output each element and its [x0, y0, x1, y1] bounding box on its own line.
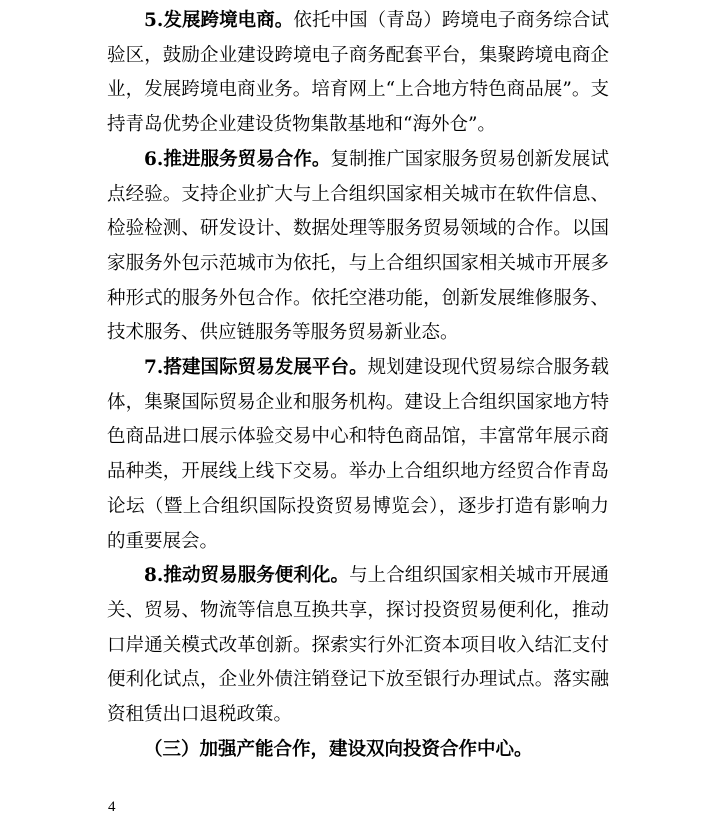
page-number: 4	[108, 799, 116, 815]
paragraph-6-heading: 6.推进服务贸易合作。	[144, 148, 331, 170]
paragraph-5-heading: 5.发展跨境电商。	[144, 10, 294, 31]
paragraph-6-body: 复制推广国家服务贸易创新发展试点经验。支持企业扩大与上合组织国家相关城市在软件信息、检验检测、研发设计、数据处理等服务贸易领域的合作。以国家服务外包示范城市为依托，与上合组织国家相关城市开展多种形式的服务外包合作。依托空港功能，创新发展维修服务、技术服务、供应链服务等服务贸易新业态。	[107, 148, 609, 344]
document-page	[107, 4, 609, 767]
paragraph-6	[107, 143, 609, 351]
paragraph-8-heading: 8.推动贸易服务便利化。	[144, 565, 350, 587]
paragraph-7-body: 规划建设现代贸易综合服务载体，集聚国际贸易企业和服务机构。建设上合组织国家地方特色商品进口展示体验交易中心和特色商品馆，丰富常年展示商品种类，开展线上线下交易。举办上合组织地方经贸合作青岛论坛（暨上合组织国际投资贸易博览会），逐步打造有影响力的重要展会。	[107, 357, 609, 552]
section-heading: （三）加强产能合作，建设双向投资合作中心。	[144, 738, 533, 760]
paragraph-5	[107, 4, 609, 143]
paragraph-8-body: 与上合组织国家相关城市开展通关、贸易、物流等信息互换共享，探讨投资贸易便利化，推动口岸通关模式改革创新。探索实行外汇资本项目收入结汇支付便利化试点，企业外债注销登记下放至银行办理试点。落实融资租赁出口退税政策。	[107, 565, 609, 726]
paragraph-7-heading: 7.搭建国际贸易发展平台。	[144, 357, 368, 379]
paragraph-8	[107, 559, 609, 733]
paragraph-5-body: 依托中国（青岛）跨境电子商务综合试验区，鼓励企业建设跨境电子商务配套平台，集聚跨境电商企业，发展跨境电商业务。培育网上“上合地方特色商品展”。支持青岛优势企业建设货物集散基地和“海外仓”。	[107, 10, 609, 136]
paragraph-7	[107, 351, 609, 559]
